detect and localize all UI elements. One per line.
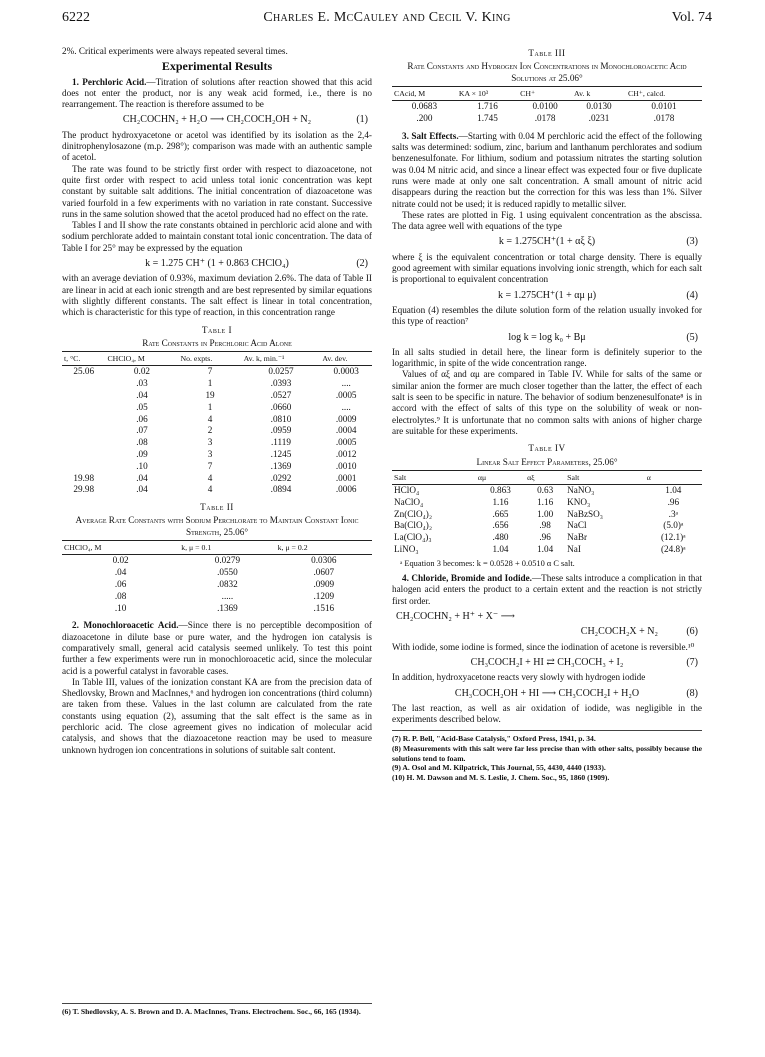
equation-number: (5): [686, 331, 698, 343]
table-cell: 7: [207, 366, 213, 377]
table-cell: .0550: [217, 567, 238, 578]
table-cell: 0.0306: [311, 555, 337, 566]
column-header: No. expts.: [178, 352, 241, 366]
table-cell: 0.0130: [586, 101, 612, 112]
table-cell: [62, 461, 105, 473]
table-cell: 1.16: [492, 496, 509, 507]
table-cell: .1369: [217, 602, 238, 613]
table-cell: .200: [416, 112, 433, 123]
table-row: [392, 544, 702, 556]
footnote: (10) H. M. Dawson and M. S. Leslie, J. Chem. Soc., 95, 1860 (1909).: [392, 772, 610, 782]
table-title: Rate Constants and Hydrogen Ion Concentrations in Monochloroacetic Acid Solutions at 25.06°: [407, 61, 687, 83]
paragraph: The rate was found to be strictly first order with respect to diazoacetone, not quite first order with respect to acid unless total ionic concentration was kept constant by suitable salt additions. The initial concentration of diazoacetone was varied fourfold in a few experiments with no variation in rate constant. Successive runs in the same solution showed that the acetol produced had no effect on the rate.: [62, 163, 372, 219]
table-caption: Table III: [528, 48, 566, 58]
table-cell: La(ClO₄)₃: [394, 532, 432, 543]
table-cell: [62, 437, 105, 449]
table-row: [62, 484, 372, 496]
table-row: [62, 378, 372, 390]
table-cell: 29.98: [73, 484, 95, 495]
table-cell: .04: [136, 390, 148, 401]
subsection-head: 4. Chloride, Bromide and Iodide.: [402, 573, 532, 584]
table-row: [62, 449, 372, 461]
table-row: [392, 485, 702, 497]
table-row: [62, 555, 372, 567]
table-cell: [62, 414, 105, 426]
table-cell: NaI: [567, 544, 581, 555]
footnote: (9) A. Osol and M. Kilpatrick, This Journal, 55, 4430, 4440 (1933).: [392, 763, 606, 773]
paragraph: The last reaction, as well as air oxidation of iodide, was negligible in the experiments described below.: [392, 702, 702, 725]
equation-number: (7): [686, 656, 698, 668]
equation: [392, 236, 702, 247]
table-cell: ....: [341, 401, 351, 412]
table-cell: .06: [136, 413, 148, 424]
equation-text: CH₂COCH₂X + N₂: [580, 626, 658, 638]
table-row: [62, 591, 372, 603]
table-cell: .1245: [270, 449, 292, 459]
table-cell: .0909: [313, 578, 335, 589]
table-row: [62, 461, 372, 473]
paragraph: These rates are plotted in Fig. 1 using equivalent concentration as the abscissa. The data agree well with equations of the type: [392, 209, 702, 232]
table-caption: Table IV: [528, 443, 566, 454]
equation: [392, 626, 702, 637]
table-cell: .3ᵃ: [668, 508, 679, 519]
paragraph: with an average deviation of 0.93%, maximum deviation 2.6%. The data of Table II are linear in acid at each ionic strength and are best represented by similar equations with slightly different constants. The salt effect is linear in total concentration, which is characteristic for this type of reaction, in this concentration range: [62, 273, 372, 318]
table-cell: .0178: [653, 112, 675, 123]
table-cell: HClO₄: [394, 485, 420, 496]
table-cell: .0010: [335, 460, 357, 471]
table-cell: .0006: [335, 484, 357, 495]
table-cell: [62, 378, 105, 390]
table-cell: .0005: [335, 390, 357, 401]
column-header: αξ: [525, 470, 565, 484]
equation-number: (8): [686, 687, 698, 699]
table-title: Rate Constants in Perchloric Acid Alone: [142, 337, 292, 348]
paragraph: Equation (4) resembles the dilute solution form of the relation usually invoked for this type of reaction⁷: [392, 304, 702, 327]
equation: [392, 332, 702, 343]
table-cell: [62, 390, 105, 402]
table-cell: .0009: [335, 413, 357, 424]
table-cell: 1: [207, 378, 213, 389]
column-header: k, μ = 0.1: [179, 541, 275, 555]
table-cell: 1.00: [537, 508, 554, 519]
running-title: Charles E. McCauley and Cecil V. King: [263, 10, 511, 25]
table-cell: .09: [136, 449, 148, 459]
table-cell: .0004: [335, 425, 357, 436]
running-header: [62, 10, 712, 30]
table-cell: 0.02: [133, 366, 150, 377]
table-cell: 4: [207, 413, 213, 424]
table-cell: (24.8)ᵃ: [660, 544, 686, 555]
table-cell: .08: [114, 590, 127, 601]
column-header: Salt: [392, 470, 476, 484]
equation: [392, 290, 702, 301]
table-row: [62, 579, 372, 591]
equation: [392, 688, 702, 699]
table-row: [392, 497, 702, 509]
paragraph: In addition, hydroxyacetone reacts very slowly with hydrogen iodide: [392, 672, 646, 683]
table-cell: ....: [341, 378, 351, 389]
column-header: Av. dev.: [320, 352, 372, 366]
table-cell: .05: [136, 401, 148, 412]
table-row: [62, 402, 372, 414]
table-row: [392, 509, 702, 521]
equation: [62, 258, 372, 269]
footnote: (7) R. P. Bell, "Acid-Base Catalysis," Oxford Press, 1941, p. 34.: [392, 734, 596, 744]
table-row: [62, 390, 372, 402]
paragraph: where ξ is the equivalent concentration or total charge density. There is equally good agreement with similar equations involving ionic strength, which for each salt is proportional to equivalent concentration: [392, 251, 702, 285]
table-cell: Ba(ClO₄)₂: [394, 520, 433, 531]
table-cell: [62, 425, 105, 437]
table-cell: .0607: [313, 567, 335, 578]
table-cell: 0.02: [112, 555, 129, 566]
table-cell: .0001: [335, 472, 357, 483]
table-cell: 19.98: [73, 472, 95, 483]
table-row: [392, 101, 702, 113]
table-cell: .0810: [270, 413, 292, 424]
table-cell: .08: [136, 437, 148, 448]
table-cell: NaCl: [567, 520, 587, 531]
table-cell: .1369: [270, 460, 292, 471]
table-cell: .0012: [335, 449, 357, 459]
table-cell: 1.04: [665, 485, 682, 496]
table-cell: .480: [492, 532, 509, 543]
table-row: [392, 113, 702, 125]
table-cell: .1516: [313, 602, 335, 613]
volume-label: Vol. 74: [671, 10, 712, 25]
equation-number: (4): [686, 289, 698, 301]
table-cell: .1119: [271, 437, 291, 448]
table-3: [392, 86, 702, 125]
table-row: [62, 425, 372, 437]
table-cell: (12.1)ᵃ: [660, 532, 686, 543]
table-title: Linear Salt Effect Parameters, 25.06°: [476, 456, 618, 467]
table-cell: NaBzSO₃: [567, 508, 604, 519]
table-cell: .0660: [270, 401, 292, 412]
table-cell: 1.745: [477, 112, 498, 123]
table-caption: Table II: [200, 502, 234, 513]
table-cell: 0.0683: [411, 101, 438, 112]
table-cell: .0178: [534, 112, 556, 123]
paragraph-text: —Since there is no perceptible decomposition of diazoacetone in dilute base or pure water, and the hydrogen ion catalysis is comparatively small, general acid catalysis seemed unlikely. To test this point further a few experiments were run in monochloroacetic acid, since the molecular acid is a powerful catalyst in favorable cases.: [62, 620, 372, 676]
paragraph: [392, 131, 702, 210]
column-header: KA × 10³: [457, 86, 518, 100]
section-heading: Experimental Results: [161, 59, 273, 74]
table-cell: 0.0003: [333, 366, 359, 377]
footnotes: [392, 730, 702, 782]
table-cell: KNO₃: [567, 496, 591, 507]
table-cell: .0005: [335, 437, 357, 448]
table-row: [62, 603, 372, 615]
table-cell: 1.16: [537, 496, 554, 507]
column-header: CHClO₄, M: [105, 352, 178, 366]
footnote: (8) Measurements with this salt were far less precise than with other salts, possibly because the solutions tend to foam.: [392, 744, 702, 763]
table-cell: .96: [539, 532, 551, 543]
table-row: [62, 473, 372, 485]
table-cell: .07: [136, 425, 148, 436]
footnote: (6) T. Shedlovsky, A. S. Brown and D. A. MacInnes, Trans. Electrochem. Soc., 66, 165 (1934).: [62, 1003, 372, 1016]
table-cell: NaClO₄: [394, 496, 424, 507]
table-cell: .....: [221, 590, 234, 601]
paragraph: The product hydroxyacetone or acetol was identified by its isolation as the 2,4-dinitrophenylosazone (m.p. 298°); comparison was made with an authentic sample of acetol.: [62, 129, 372, 163]
column-header: Salt: [565, 470, 645, 484]
table-cell: 1.04: [492, 544, 509, 555]
paragraph-text: —Titration of solutions after reaction showed that this acid does not enter the product, nor is any weak acid formed, i.e., there is no rearrangement. The reaction is therefore assumed to be: [62, 76, 372, 110]
paragraph: Tables I and II show the rate constants obtained in perchloric acid alone and with sodium perchlorate added to maintain constant total ionic concentration. The data of Table I for 25° may be expressed by the equation: [62, 220, 372, 253]
table-cell: 3: [207, 449, 213, 459]
equation-text: k = 1.275 CH⁺ (1 + 0.863 CHClO₄): [145, 258, 289, 270]
table-cell: .98: [539, 520, 551, 531]
table-row: [62, 567, 372, 579]
equation-number: (1): [356, 114, 368, 126]
table-cell: 1.04: [537, 544, 554, 555]
table-cell: 19: [205, 390, 215, 401]
table-4: [392, 470, 702, 556]
table-cell: 0.0279: [214, 555, 241, 566]
table-cell: .04: [114, 567, 127, 578]
subsection-head: 1. Perchloric Acid.: [72, 76, 147, 87]
table-cell: 0.863: [490, 485, 511, 496]
table-cell: 3: [207, 437, 213, 448]
table-cell: NaNO₃: [567, 485, 595, 496]
table-cell: .665: [492, 508, 509, 519]
table-cell: LiNO₃: [394, 544, 419, 555]
equation-text: k = 1.275CH⁺(1 + αξ ξ): [498, 236, 596, 248]
table-row: [62, 414, 372, 426]
table-cell: 0.0101: [651, 101, 677, 112]
table-cell: .04: [136, 472, 148, 483]
table-cell: NaBr: [567, 532, 588, 543]
table-cell: 0.0100: [532, 101, 558, 112]
page-number: 6222: [62, 10, 90, 25]
table-cell: 0.0257: [268, 366, 294, 377]
table-cell: .0832: [217, 578, 238, 589]
table-cell: [62, 402, 105, 414]
column-header: αμ: [476, 470, 525, 484]
paragraph-text: —These salts introduce a complication in that halogen acid enters the product to a certain extent and the reaction is not strictly first order.: [392, 573, 702, 606]
equation-text: CH₂COCHN₂ + H₂O ⟶ CH₂COCH₂OH + N₂: [122, 114, 312, 126]
column-header: k, μ = 0.2: [276, 541, 372, 555]
paragraph: Values of αξ and αμ are compared in Table IV. While for salts of the same or similar anion the former are much closer together than the latter, the effect of each salt is seen to be specific in nature. The behavior of sodium benzenesulfonate⁸ is in accord with the effect of salts of this type on the solubility of weak or non-electrolytes.⁹ It is unfortunate that no common salts with anions of higher charge are suitable for these experiments.: [392, 369, 702, 436]
column-header: Av. k: [572, 86, 626, 100]
column-header: Av. k, min.⁻¹: [242, 352, 321, 366]
table-row: [62, 366, 372, 378]
paragraph: 2%. Critical experiments were always repeated several times.: [62, 46, 288, 56]
paragraph-text: —Starting with 0.04 M perchloric acid the effect of the following salts was determined: sodium, zinc, barium and lanthanum perchlorates and sodium benzenesulfonate. For lithium, sodium and potassium nitrates the starting solution was 0.04 M nitric acid, and since a linear effect was expected four or five duplicate runs were made at only one salt concentration. A small amount of nitric acid disappears during the reaction but the correction for this was less than 1%. Silver nitrate could not be used; it is reduced rapidly to metallic silver.: [392, 130, 702, 209]
table-row: [392, 520, 702, 532]
table-cell: 25.06: [73, 366, 95, 377]
table-cell: (5.0)ᵃ: [663, 520, 684, 531]
equation-text: CH₃COCH₂OH + HI ⟶ CH₃COCH₂I + H₂O: [454, 687, 640, 699]
paragraph: With iodide, some iodine is formed, since the iodination of acetone is reversible.¹⁰: [392, 641, 695, 652]
equation-number: (6): [686, 626, 698, 638]
table-cell: 4: [207, 472, 213, 483]
table-cell: .0959: [270, 425, 292, 436]
equation: [392, 657, 702, 668]
table-cell: .1209: [313, 590, 335, 601]
equation-text: CH₂COCHN₂ + H⁺ + X⁻ ⟶: [396, 611, 515, 623]
table-cell: .0292: [270, 472, 292, 483]
equation-text: k = 1.275CH⁺(1 + αμ μ): [497, 289, 597, 301]
subsection-head: 2. Monochloroacetic Acid.: [72, 620, 179, 631]
paragraph: In Table III, values of the ionization constant KA are from the precision data of Shedlovsky, Brown and MacInnes,⁶ and hydrogen ion concentrations (third column) are taken from these. Values in the last column are calculated from the rate constants using equation (2), assuming that the salt effect is the same as in perchloric acid. The close agreement gives no indication of molecular acid catalysis, and shows that the diazoacetone reaction may be used to measure unknown hydrogen ion concentrations in solutions of suitable salt content.: [62, 676, 372, 755]
equation-text: log k = log k₀ + Bμ: [508, 331, 586, 343]
equation-number: (3): [686, 236, 698, 248]
table-cell: .0231: [588, 112, 610, 123]
column-header: CHClO₄, M: [62, 541, 179, 555]
paragraph: In all salts studied in detail here, the linear form is definitely superior to the logarithmic, in spite of the wide concentration range.: [392, 346, 702, 369]
table-cell: Zn(ClO₄)₂: [394, 508, 433, 519]
equation-number: (2): [356, 258, 368, 270]
table-cell: .10: [114, 602, 127, 613]
table-cell: 0.63: [537, 485, 554, 496]
table-cell: [62, 449, 105, 461]
table-cell: .0894: [270, 484, 292, 495]
right-column: [392, 46, 702, 782]
table-cell: .656: [492, 520, 509, 531]
equation-text: CH₃COCH₂I + HI ⇄ CH₃COCH₃ + I₂: [470, 656, 624, 668]
table-cell: .0393: [270, 378, 292, 389]
table-row: [392, 532, 702, 544]
table-caption: Table I: [201, 324, 233, 335]
equation: [62, 114, 372, 125]
equation: [392, 611, 702, 622]
paragraph: [62, 77, 372, 111]
column-header: t, °C.: [62, 352, 105, 366]
table-cell: 1: [207, 401, 213, 412]
table-cell: 2: [207, 425, 213, 436]
table-1: [62, 351, 372, 496]
table-cell: 7: [207, 460, 213, 471]
column-header: CH⁺, calcd.: [626, 86, 702, 100]
paragraph: [392, 573, 702, 607]
table-row: [62, 437, 372, 449]
table-cell: 1.716: [477, 101, 498, 112]
table-footnote: ᵃ Equation 3 becomes: k = 0.0528 + 0.0510 α C salt.: [400, 558, 575, 568]
table-2: [62, 540, 372, 614]
column-header: α: [645, 470, 702, 484]
table-cell: .04: [136, 484, 148, 495]
paragraph: [62, 620, 372, 676]
table-title: Average Rate Constants with Sodium Perchlorate to Maintain Constant Ionic Strength, 25.06°: [75, 515, 359, 537]
subsection-head: 3. Salt Effects.: [402, 130, 459, 141]
column-header: CAcid, M: [392, 86, 457, 100]
table-cell: 4: [207, 484, 213, 495]
table-cell: .96: [667, 496, 680, 507]
table-cell: .0527: [270, 390, 292, 401]
column-header: CH⁺: [518, 86, 572, 100]
table-cell: .03: [136, 378, 148, 389]
left-column: [62, 46, 372, 756]
table-cell: .06: [114, 578, 127, 589]
table-cell: .10: [136, 460, 148, 471]
